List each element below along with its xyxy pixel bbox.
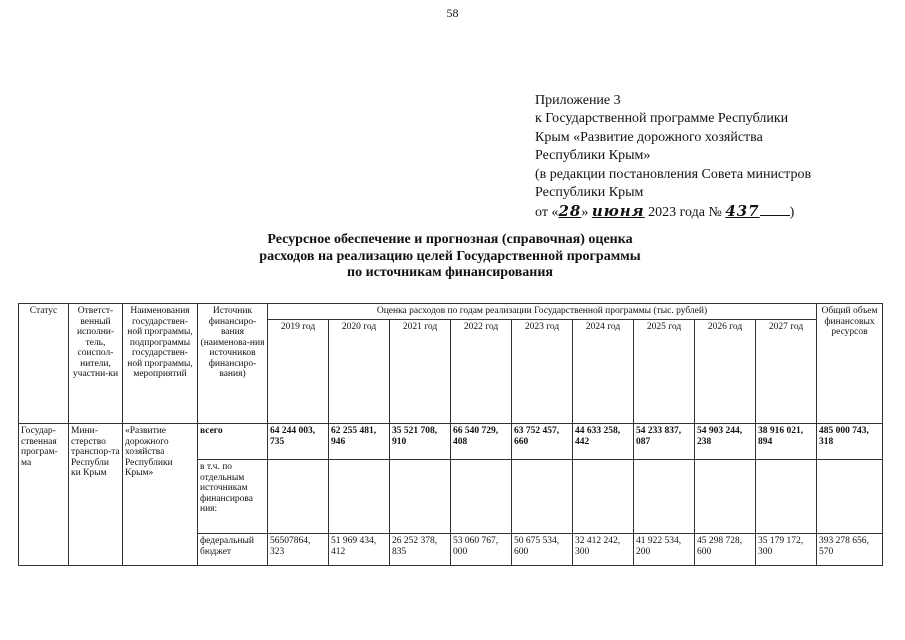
cell-total: 485 000 743, 318 [817,424,883,460]
cell-value: 38 916 021, 894 [756,424,817,460]
page-number: 58 [446,6,459,20]
handwritten-day: 28 [558,202,582,221]
cell-source: федеральный бюджет [198,534,268,566]
header-total: Общий объем финансовых ресурсов [817,304,883,424]
cell-value [573,460,634,534]
title-line: по источникам финансирования [347,265,553,280]
cell-value: 62 255 481, 946 [329,424,390,460]
appendix-line: Республики Крым» [535,148,651,164]
header-year: 2024 год [573,320,634,424]
header-year: 2022 год [451,320,512,424]
cell-value [329,460,390,534]
cell-source: всего [198,424,268,460]
header-year: 2027 год [756,320,817,424]
cell-value: 54 903 244, 238 [695,424,756,460]
cell-value: 56507864, 323 [268,534,329,566]
header-year: 2020 год [329,320,390,424]
cell-value: 64 244 003, 735 [268,424,329,460]
cell-program-name: «Развитие дорожного хозяйства Республики Крым» [123,424,198,566]
cell-value: 32 412 242, 300 [573,534,634,566]
date-suffix: ) [789,205,795,221]
appendix-line: к Государственной программе Республики [535,111,789,127]
appendix-line: Крым «Развитие дорожного хозяйства [535,129,763,145]
cell-value: 51 969 434, 412 [329,534,390,566]
header-year: 2019 год [268,320,329,424]
cell-value: 54 233 837, 087 [634,424,695,460]
handwritten-month: июня [591,202,645,221]
cell-value: 35 521 708, 910 [390,424,451,460]
date-prefix: от « [535,205,559,221]
cell-total [817,460,883,534]
cell-value: 41 922 534, 200 [634,534,695,566]
appendix-note [535,92,811,223]
header-responsible: Ответст-венный исполни-тель, соиспол-нители, участни-ки [69,304,123,424]
cell-value [268,460,329,534]
header-year: 2021 год [390,320,451,424]
cell-value: 53 060 767, 000 [451,534,512,566]
cell-value: 66 540 729, 408 [451,424,512,460]
resource-table [18,303,883,566]
header-year: 2025 год [634,320,695,424]
cell-source: в т.ч. по отдельным источникам финансирова ния: [198,460,268,534]
header-estimate: Оценка расходов по годам реализации Государственной программы (тыс. рублей) [268,304,817,320]
header-name: Наименования государствен-ной программы, подпрограммы государствен-ной программы, мероприятий [123,304,198,424]
appendix-line: Республики Крым [535,185,644,201]
appendix-date-line: от «28» июня 2023 года № 437 ) [535,202,795,221]
title-line: Ресурсное обеспечение и прогнозная (справочная) оценка [267,232,633,247]
cell-value: 35 179 172, 300 [756,534,817,566]
cell-responsible: Мини-стерство транспор-та Республи ки Крым [69,424,123,566]
handwritten-number: 437 [725,202,760,221]
table-row-total [19,424,883,460]
header-status: Статус [19,304,69,424]
cell-value [756,460,817,534]
cell-value: 26 252 378, 835 [390,534,451,566]
cell-value: 63 752 457, 660 [512,424,573,460]
cell-total: 393 278 656, 570 [817,534,883,566]
appendix-line: (в редакции постановления Совета министров [535,166,812,182]
header-source: Источник финансиро-вания (наименова-ния источников финансиро-вания) [198,304,268,424]
header-year: 2026 год [695,320,756,424]
cell-value [695,460,756,534]
cell-value: 45 298 728, 600 [695,534,756,566]
appendix-line: Приложение 3 [535,93,621,108]
cell-value [390,460,451,534]
date-year: 2023 года № [648,205,722,221]
title-line: расходов на реализацию целей Государственной программы [259,248,641,264]
cell-value [512,460,573,534]
cell-value [451,460,512,534]
cell-value: 50 675 534, 600 [512,534,573,566]
cell-status: Государ-ственная програм-ма [19,424,69,566]
cell-value: 44 633 258, 442 [573,424,634,460]
header-year: 2023 год [512,320,573,424]
cell-value [634,460,695,534]
document-title [190,232,710,282]
